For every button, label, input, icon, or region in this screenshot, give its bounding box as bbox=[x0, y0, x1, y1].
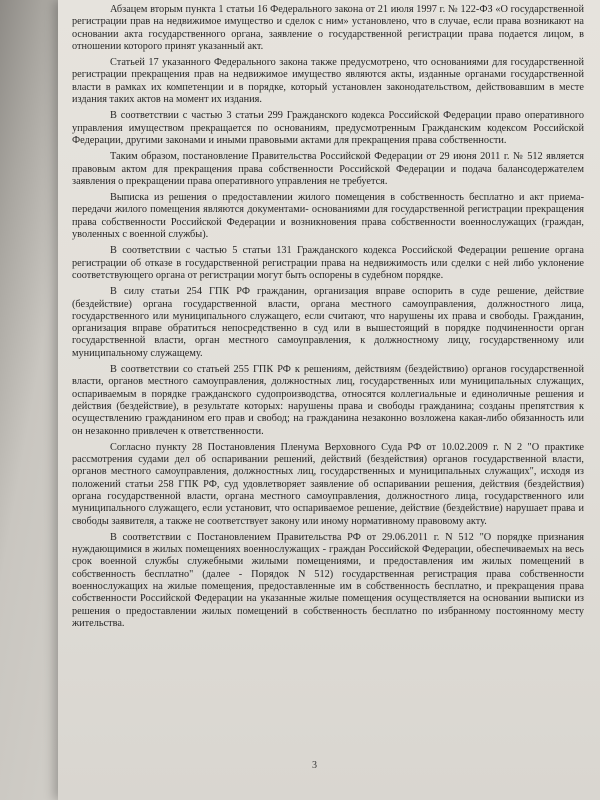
paragraph-5: Выписка из решения о предоставлении жилого помещения в собственность бесплатно и акт приема-передачи жилого помещения являются документами- основаниями для государственной регистрации прекращения права собственности Российской Федерации и возникновения права собственности военнослужащих (граждан, уволенных с военной службы). bbox=[72, 192, 584, 241]
paragraph-9: Согласно пункту 28 Постановления Пленума Верховного Суда РФ от 10.02.2009 г. N 2 "О практике рассмотрения судами дел об оспаривании решений, действий (бездействия) органов государственной власти, органов местного самоуправления, должностных лиц, государственных и муниципальных служащих", исходя из положений статьи 258 ГПК РФ, суд удовлетворяет заявление об оспаривании решения, действия (бездействия) органа государственной власти, органа местного самоуправления, должностного лица, государственного или муниципального служащего, если установит, что оспариваемое решение, действие (бездействие) нарушает права и свободы заявителя, а также не соответствует закону или иному нормативному правовому акту. bbox=[72, 441, 584, 527]
page-number: 3 bbox=[312, 760, 317, 771]
paragraph-7: В силу статьи 254 ГПК РФ гражданин, организация вправе оспорить в суде решение, действие (бездействие) органа государственной власти, органа местного самоуправления, должностного лица, государственного или муниципального служащего, если считают, что нарушены их права и свободы. Гражданин, организация вправе обратиться непосредственно в суд или в вышестоящий в порядке подчиненности орган государственной власти, орган местного самоуправления, к должностному лицу, государственному или муниципальному служащему. bbox=[72, 286, 584, 359]
paragraph-8: В соответствии со статьей 255 ГПК РФ к решениям, действиям (бездействию) органов государственной власти, органов местного самоуправления, должностных лиц, государственных или муниципальных служащих, оспариваемым в порядке гражданского судопроизводства, относятся коллегиальные и единоличные решения и действия (бездействие), в результате которых: нарушены права и свободы гражданина; созданы препятствия к осуществлению гражданином его прав и свобод; на гражданина незаконно возложена какая-либо обязанность или он незаконно привлечен к ответственности. bbox=[72, 364, 584, 437]
paragraph-2: Статьей 17 указанного Федерального закона также предусмотрено, что основаниями для государственной регистрации прекращения прав на недвижимое имущество являются акты, изданные органами государственной власти в рамках их компетенции и в порядке, который установлен законодательством, действовавшим в месте издания таких актов на момент их издания. bbox=[72, 57, 584, 106]
paragraph-3: В соответствии с частью 3 статьи 299 Гражданского кодекса Российской Федерации право оперативного управления имуществом прекращается по основаниям, предусмотренным Гражданским кодексом Российской Федерации, другими законами и иными правовыми актами для прекращения права собственности. bbox=[72, 110, 584, 146]
paragraph-6: В соответствии с частью 5 статьи 131 Гражданского кодекса Российской Федерации решение органа регистрации об отказе в государственной регистрации права на недвижимость или сделки с ней либо уклонение соответствующего органа от регистрации могут быть оспорены в судебном порядке. bbox=[72, 245, 584, 281]
document-page bbox=[72, 4, 584, 634]
paragraph-1: Абзацем вторым пункта 1 статьи 16 Федерального закона от 21 июля 1997 г. № 122-ФЗ «О государственной регистрации прав на недвижимое имущество и сделок с ним» установлено, что в случае, если права возникают на основании акта государственного органа, заявление о государственной регистрации права подается лицом, в отношении которого принят указанный акт. bbox=[72, 4, 584, 52]
paragraph-4: Таким образом, постановление Правительства Российской Федерации от 29 июня 2011 г. № 512 является правовым актом для прекращения права собственности Российской Федерации и подача балансодержателем заявления о прекращении права оперативного управления не требуется. bbox=[72, 151, 584, 187]
paragraph-10: В соответствии с Постановлением Правительства РФ от 29.06.2011 г. N 512 "О порядке признания нуждающимися в жилых помещениях военнослужащих - граждан Российской Федерации, обеспечиваемых на весь срок военной службы служебными жилыми помещениями, и предоставления им жилых помещений в собственность бесплатно" (далее - Порядок N 512) государственная регистрация права собственности военнослужащих на жилые помещения, предоставленные им в собственность бесплатно, и прекращения права собственности Российской Федерации на указанные жилые помещения осуществляется на основании выписки из решения о предоставлении жилых помещений в собственность бесплатно по избранному постоянному месту жительства. bbox=[72, 531, 584, 629]
